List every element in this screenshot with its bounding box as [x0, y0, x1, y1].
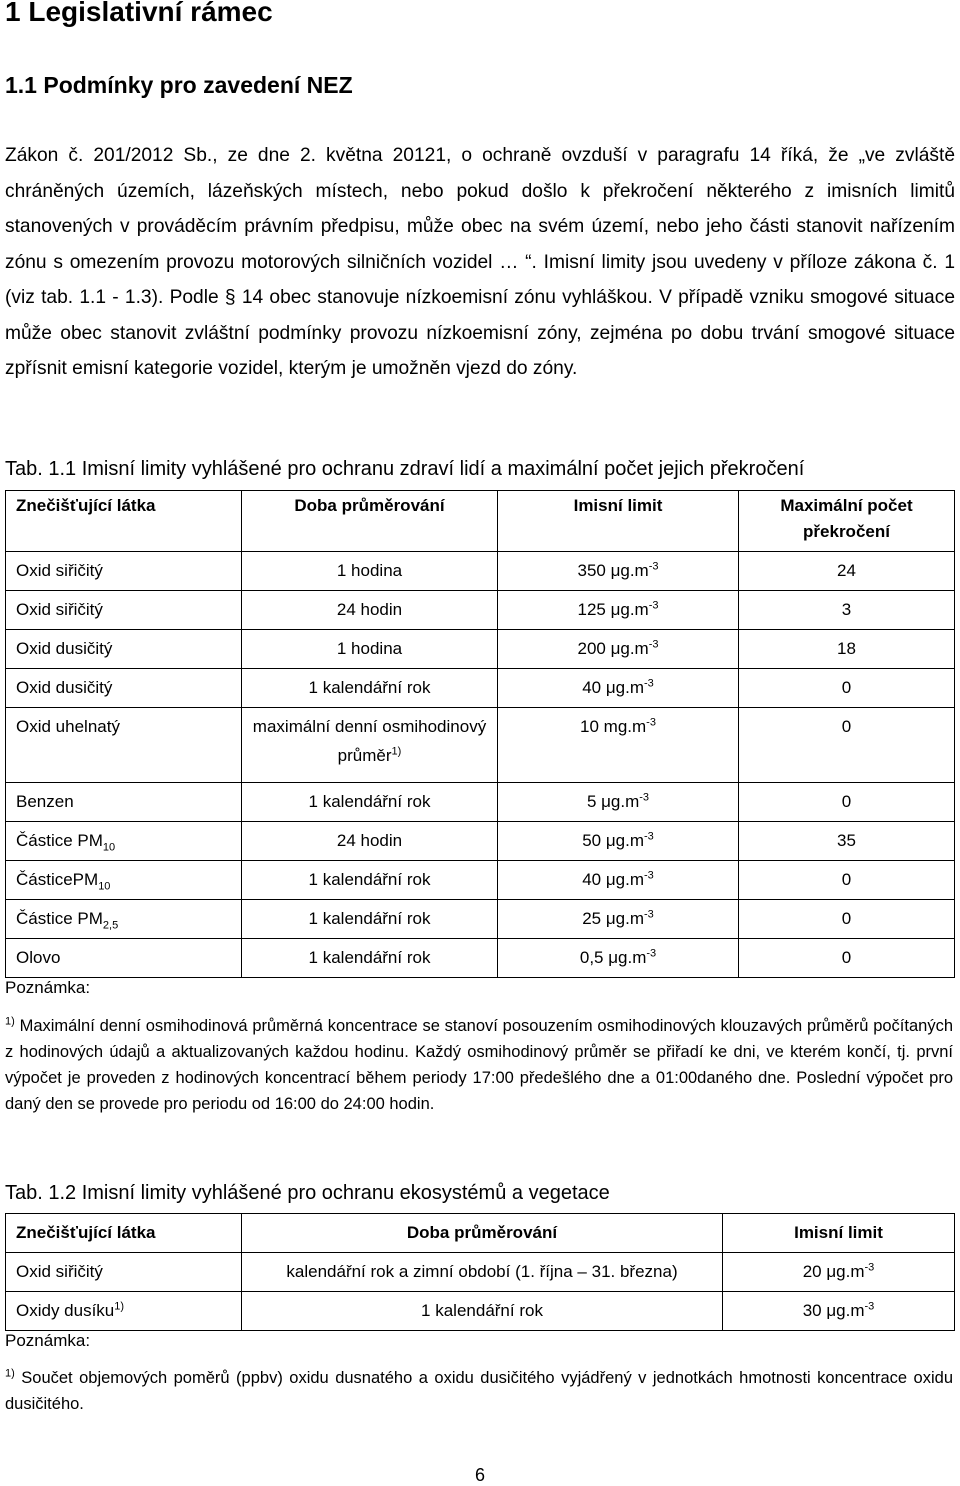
period-cell	[242, 630, 498, 669]
limit-cell	[723, 1292, 955, 1331]
limit-value: 30 μg.m	[802, 1301, 865, 1320]
substance-name: Oxid siřičitý	[16, 600, 103, 619]
table2-header-row	[6, 1214, 955, 1253]
table-row	[6, 1292, 955, 1331]
limit-value: 200 μg.m	[577, 639, 649, 658]
table2-caption: Tab. 1.2 Imisní limity vyhlášené pro ochranu ekosystémů a vegetace	[5, 1182, 610, 1204]
period-cell	[242, 708, 498, 783]
period-cell	[242, 939, 498, 978]
period-cell	[242, 591, 498, 630]
limit-cell	[498, 669, 739, 708]
note-mark: 1)	[5, 1015, 15, 1028]
substance-cell	[6, 822, 242, 861]
table2-header-cell: Imisní limit	[723, 1214, 955, 1253]
count-cell: 35	[739, 822, 955, 861]
limit-value: 0,5 μg.m	[579, 948, 647, 967]
substance-cell	[6, 783, 242, 822]
substance-name: Částice PM	[16, 909, 103, 928]
period-text: 24 hodin	[336, 831, 403, 850]
section-heading: 1.1 Podmínky pro zavedení NEZ	[5, 72, 353, 98]
substance-name: Benzen	[16, 792, 74, 811]
substance-cell	[6, 1292, 242, 1331]
table-row	[6, 591, 955, 630]
limit-exponent: -3	[646, 947, 657, 960]
table-row	[6, 669, 955, 708]
count-cell: 0	[739, 900, 955, 939]
limit-exponent: -3	[864, 1300, 875, 1313]
substance-name: ČásticePM	[16, 870, 99, 889]
substance-name: Oxid siřičitý	[16, 561, 103, 580]
count-cell: 18	[739, 630, 955, 669]
period-cell: kalendářní rok a zimní období (1. října – 31. března)	[242, 1253, 723, 1292]
period-cell	[242, 861, 498, 900]
limit-exponent: -3	[639, 791, 650, 804]
table-row	[6, 1253, 955, 1292]
table1-caption: Tab. 1.1 Imisní limity vyhlášené pro ochranu zdraví lidí a maximální počet jejich překročení	[5, 458, 805, 480]
limit-value: 50 μg.m	[582, 831, 644, 850]
table2-note-label: Poznámka:	[5, 1331, 91, 1350]
substance-name: Oxid uhelnatý	[16, 717, 120, 736]
limit-cell	[498, 900, 739, 939]
limit-value: 40 μg.m	[582, 678, 644, 697]
substance-subscript: 10	[102, 841, 116, 854]
table1-header-row	[6, 491, 955, 552]
limit-exponent: -3	[646, 716, 656, 729]
substance-cell	[6, 591, 242, 630]
limit-value: 5 μg.m	[586, 792, 640, 811]
period-text: maximální denní osmihodinový průměr	[252, 717, 487, 765]
table1-header-cell: Znečišťující látka	[6, 491, 242, 552]
period-cell	[242, 783, 498, 822]
substance-name: Částice PM	[16, 831, 103, 850]
limit-cell	[498, 708, 739, 783]
limit-exponent: -3	[648, 638, 659, 651]
table-row	[6, 822, 955, 861]
table2-header-cell: Znečišťující látka	[6, 1214, 242, 1253]
count-cell: 0	[739, 669, 955, 708]
limit-value: 350 μg.m	[577, 561, 649, 580]
paragraph-text: Zákon č. 201/2012 Sb., ze dne 2. května 20121, o ochraně ovzduší v paragrafu 14 říká, že „ve zvláště chráněných územích, lázeňských místech, nebo pokud došlo k překročení některého z imisních limitů stanovených v prováděcím právním předpisu, může obec na svém území, nebo jeho části stanovit nařízením zónu s omezením provozu motorových silničních vozidel … “. Imisní limity jsou uvedeny v příloze zákona č. 1 (viz tab. 1.1 - 1.3). Podle § 14 obec stanovuje nízkoemisní zónu vyhláškou. V případě vzniku smogové situace může obec stanovit zvláštní podmínky provozu nízkoemisní zóny, zejména po dobu trvání smogové situace zpřísnit emisní kategorie vozidel, kterým je umožněn vjezd do zóny.	[5, 145, 955, 379]
substance-name: Oxidy dusíku	[16, 1301, 115, 1320]
limit-cell	[498, 591, 739, 630]
note-text: Maximální denní osmihodinová průměrná koncentrace se stanoví posouzením osmihodinových klouzavých průměrů počítaných z hodinových údajů a aktualizovaných každou hodinu. Každý osmihodinový průměr se přiřadí ke dni, ve kterém končí, tj. první výpočet je proveden z hodinových koncentrací během periody 17:00 předešlého dne a 01:00daného dne. Poslední výpočet pro daný den se provede pro periodu od 16:00 do 24:00 hodin.	[5, 1017, 953, 1113]
count-cell: 0	[739, 939, 955, 978]
substance-cell	[6, 669, 242, 708]
period-text: 1 kalendářní rok	[308, 948, 431, 967]
limit-exponent: -3	[648, 560, 659, 573]
table2	[5, 1213, 955, 1331]
body-paragraph	[5, 138, 955, 387]
substance-name: Oxid dusičitý	[16, 639, 113, 658]
substance-cell	[6, 900, 242, 939]
substance-cell	[6, 861, 242, 900]
period-cell	[242, 900, 498, 939]
limit-exponent: -3	[864, 1261, 875, 1274]
substance-footnote-mark: 1)	[114, 1300, 125, 1313]
limit-cell	[498, 783, 739, 822]
limit-cell	[498, 552, 739, 591]
substance-subscript: 10	[98, 880, 111, 893]
table1-note	[5, 1013, 953, 1117]
limit-exponent: -3	[644, 677, 654, 690]
count-cell: 3	[739, 591, 955, 630]
limit-value: 20 μg.m	[802, 1262, 865, 1281]
period-text: 1 hodina	[336, 639, 403, 658]
substance-subscript: 2,5	[102, 919, 119, 932]
substance-name: Oxid dusičitý	[16, 678, 113, 697]
limit-value: 10 mg.m	[580, 717, 647, 736]
limit-cell	[723, 1253, 955, 1292]
limit-cell	[498, 822, 739, 861]
substance-cell	[6, 630, 242, 669]
count-cell: 0	[739, 861, 955, 900]
count-cell: 24	[739, 552, 955, 591]
period-cell: 1 kalendářní rok	[242, 1292, 723, 1331]
table1-header-cell: Maximální počet překročení	[739, 491, 955, 552]
limit-cell	[498, 630, 739, 669]
note-text: Součet objemových poměrů (ppbv) oxidu dusnatého a oxidu dusičitého vyjádřený v jednotkách hmotnosti koncentrace oxidu dusičitého.	[5, 1369, 953, 1413]
limit-cell	[498, 861, 739, 900]
table-row	[6, 900, 955, 939]
period-cell	[242, 669, 498, 708]
count-cell: 0	[739, 783, 955, 822]
table-row	[6, 552, 955, 591]
note-mark: 1)	[5, 1367, 15, 1380]
period-text: 1 kalendářní rok	[308, 870, 431, 889]
limit-value: 125 μg.m	[577, 600, 649, 619]
period-cell	[242, 822, 498, 861]
substance-cell	[6, 708, 242, 783]
substance-cell	[6, 552, 242, 591]
limit-exponent: -3	[644, 869, 654, 882]
limit-value: 25 μg.m	[582, 909, 644, 928]
table1-note-label: Poznámka:	[5, 978, 91, 997]
limit-value: 40 μg.m	[582, 870, 644, 889]
table-row	[6, 939, 955, 978]
table2-header-cell: Doba průměrování	[242, 1214, 723, 1253]
page-number: 6	[474, 1465, 485, 1485]
table1	[5, 490, 955, 978]
period-text: 1 kalendářní rok	[308, 678, 431, 697]
period-text: 24 hodin	[336, 600, 403, 619]
period-text: 1 kalendářní rok	[308, 792, 431, 811]
period-text: 1 hodina	[336, 561, 403, 580]
table-row	[6, 708, 955, 783]
table1-header-cell: Doba průměrování	[242, 491, 498, 552]
chapter-heading: 1 Legislativní rámec	[5, 0, 273, 27]
period-cell	[242, 552, 498, 591]
table-row	[6, 861, 955, 900]
limit-exponent: -3	[644, 830, 654, 843]
count-cell: 0	[739, 708, 955, 783]
table1-header-cell: Imisní limit	[498, 491, 739, 552]
period-footnote-mark: 1)	[391, 745, 402, 758]
table-row	[6, 783, 955, 822]
substance-name: Olovo	[16, 948, 61, 967]
table2-note	[5, 1365, 953, 1417]
period-text: 1 kalendářní rok	[308, 909, 431, 928]
substance-cell	[6, 939, 242, 978]
table-row	[6, 630, 955, 669]
substance-cell	[6, 1253, 242, 1292]
limit-exponent: -3	[644, 908, 654, 921]
limit-cell	[498, 939, 739, 978]
substance-name: Oxid siřičitý	[16, 1262, 103, 1281]
limit-exponent: -3	[648, 599, 659, 612]
